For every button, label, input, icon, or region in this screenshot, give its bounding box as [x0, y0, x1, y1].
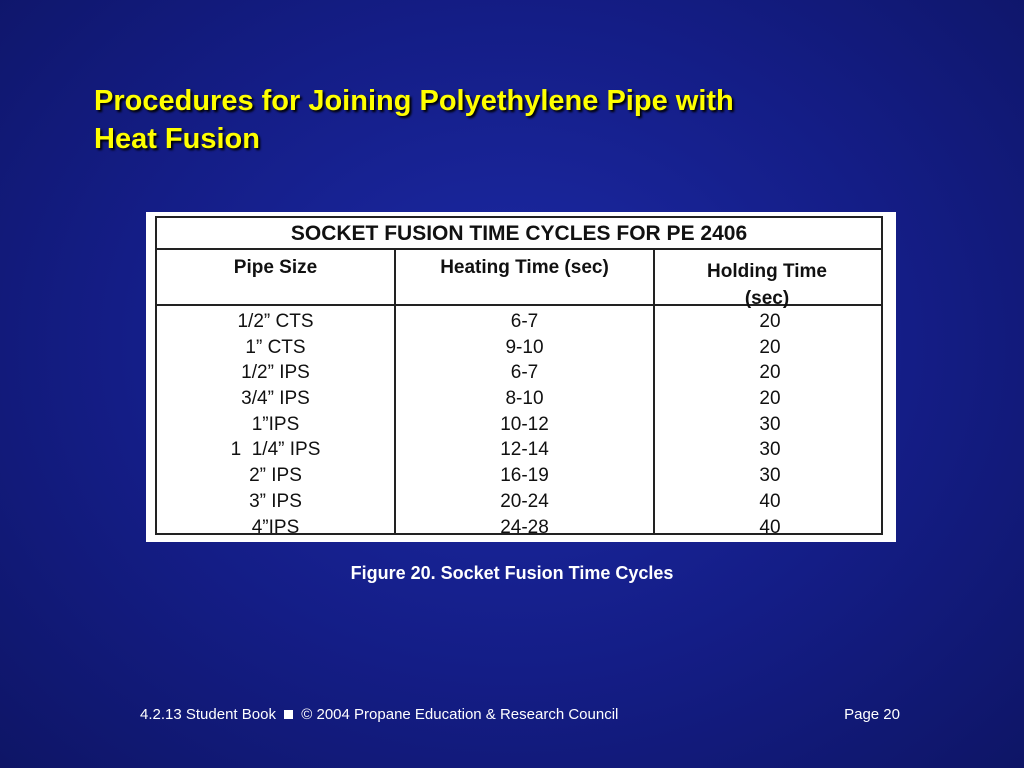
table-cell: 2” IPS	[249, 465, 302, 487]
holding-time-column	[655, 309, 885, 540]
table-cell: 20	[759, 388, 781, 410]
table-cell: 16-19	[500, 465, 549, 487]
heating-time-column	[396, 309, 653, 540]
table-cell: 24-28	[500, 516, 549, 538]
table-cell: 40	[759, 516, 781, 538]
footer-book-label: 4.2.13 Student Book	[140, 706, 276, 723]
pipe-size-column	[157, 309, 394, 540]
table-cell: 30	[759, 465, 781, 487]
slide-title-line-1: Procedures for Joining Polyethylene Pipe with	[94, 85, 734, 117]
fusion-time-table	[146, 212, 896, 542]
table-cell: 8-10	[505, 388, 544, 410]
table-cell: 10-12	[500, 413, 549, 435]
table-cell: 1/2” CTS	[237, 311, 314, 332]
bullet-square-icon	[284, 710, 293, 719]
table-cell: 20	[759, 336, 781, 358]
table-cell: 30	[759, 439, 781, 461]
table-cell: 12-14	[500, 439, 549, 461]
slide-title	[94, 82, 894, 158]
footer-page-number: Page 20	[844, 706, 900, 723]
table-cell: 20-24	[500, 490, 549, 512]
table-frame	[155, 216, 883, 538]
table-cell: 3” IPS	[249, 490, 302, 512]
table-cell: 30	[759, 413, 781, 435]
slide-title-line-2: Heat Fusion	[94, 123, 260, 155]
table-cell: 4”IPS	[251, 516, 300, 538]
table-cell: 6-7	[510, 311, 539, 332]
table-cell: 1/2” IPS	[241, 362, 310, 384]
table-cell: 20	[759, 362, 781, 384]
table-cell: 1”IPS	[251, 413, 300, 435]
table-cell: 1” CTS	[245, 336, 306, 358]
table-cell: 20	[759, 311, 781, 332]
column-header-pipe-size: Pipe Size	[233, 257, 318, 278]
table-heading: SOCKET FUSION TIME CYCLES FOR PE 2406	[157, 218, 881, 250]
column-header-heating-time: Heating Time (sec)	[440, 257, 609, 278]
table-cell: 9-10	[505, 336, 544, 358]
figure-caption: Figure 20. Socket Fusion Time Cycles	[350, 563, 674, 583]
footer-copyright: © 2004 Propane Education & Research Council	[301, 706, 619, 723]
table-cell: 1 1/4” IPS	[230, 439, 321, 461]
table-cell: 6-7	[510, 362, 539, 384]
table-cell: 40	[759, 490, 781, 512]
table-cell: 3/4” IPS	[241, 388, 310, 410]
column-header-holding-time: Holding Time (sec)	[707, 261, 827, 309]
footer-source	[140, 706, 618, 723]
